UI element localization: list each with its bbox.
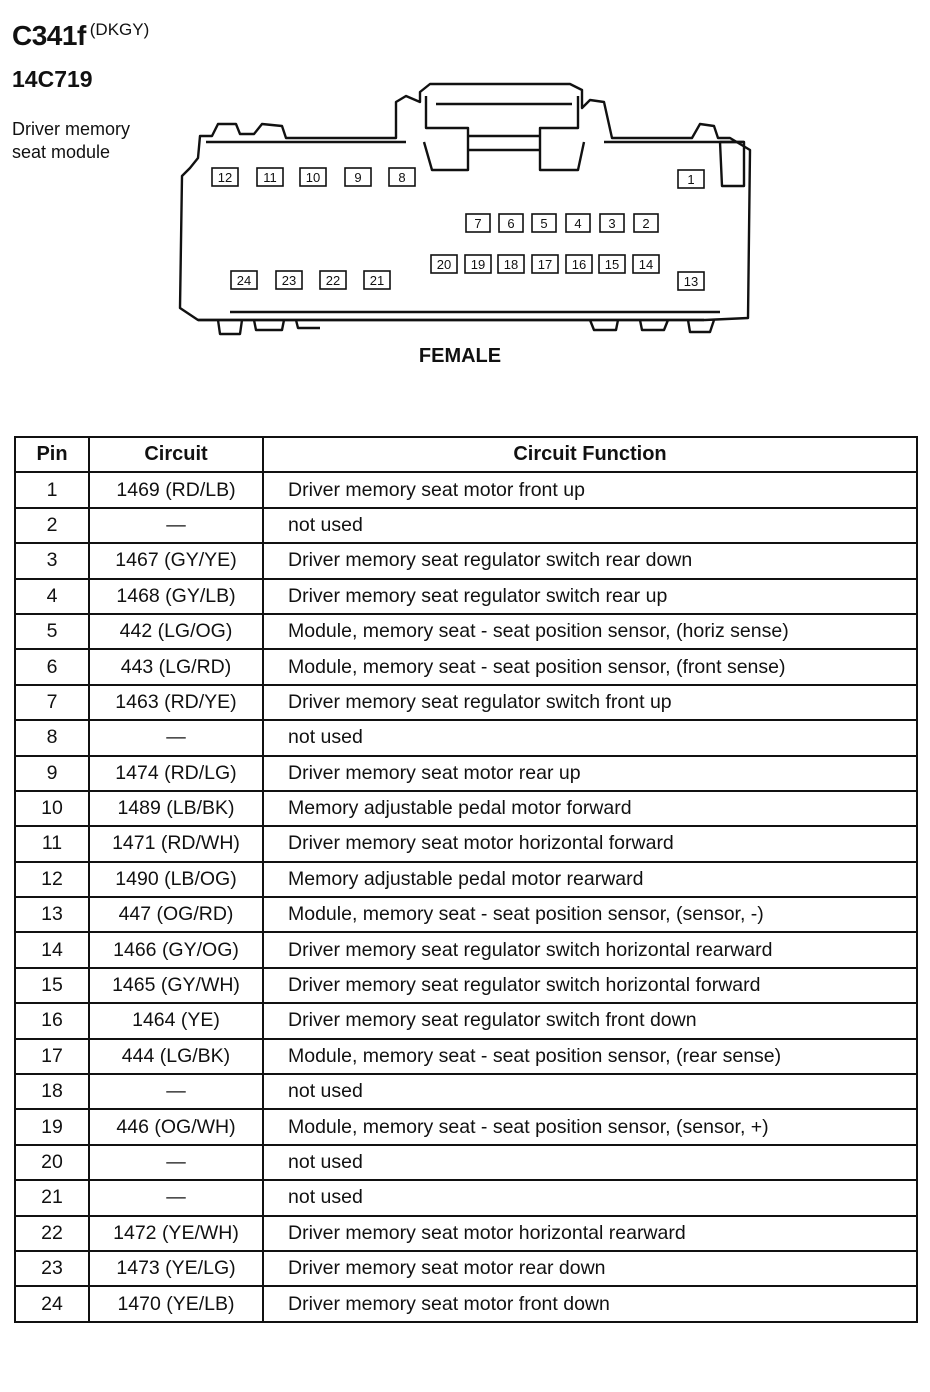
connector-housing [180,84,750,334]
table-row [15,897,917,932]
table-row [15,472,917,507]
circuit-cell: 1468 (GY/LB) [89,579,263,614]
function-cell: Driver memory seat motor horizontal rearward [263,1216,917,1251]
circuit-cell: 442 (LG/OG) [89,614,263,649]
pin-cell: 13 [15,897,89,932]
cavity-label-8: 8 [398,170,406,185]
table-row [15,685,917,720]
pin-cell: 11 [15,826,89,861]
circuit-cell: 1469 (RD/LB) [89,472,263,507]
cavity-label-9: 9 [354,170,362,185]
function-cell: Driver memory seat regulator switch rear up [263,579,917,614]
function-cell: Driver memory seat motor front down [263,1286,917,1321]
cavity-label-17: 17 [537,257,553,272]
function-cell: Driver memory seat motor rear up [263,756,917,791]
table-row [15,862,917,897]
function-cell: Driver memory seat regulator switch horizontal forward [263,968,917,1003]
table-row [15,1180,917,1215]
description-line-2: seat module [12,142,111,162]
cavity-label-3: 3 [608,216,616,231]
table-row [15,1074,917,1109]
table-row [15,932,917,967]
circuit-cell: — [89,1180,263,1215]
circuit-cell: 1464 (YE) [89,1003,263,1038]
pin-cell: 23 [15,1251,89,1286]
header-pin: Pin [15,437,89,472]
function-cell: Module, memory seat - seat position sensor, (sensor, -) [263,897,917,932]
pin-cell: 5 [15,614,89,649]
cavity-label-7: 7 [474,216,482,231]
table-row [15,826,917,861]
pinout-table [14,436,918,1323]
cavity-label-10: 10 [305,170,321,185]
circuit-cell: 1470 (YE/LB) [89,1286,263,1321]
circuit-cell: 1489 (LB/BK) [89,791,263,826]
table-row [15,1216,917,1251]
pin-cell: 10 [15,791,89,826]
table-row [15,1109,917,1144]
pin-cavities [212,168,704,290]
table-row [15,508,917,543]
circuit-cell: 1465 (GY/WH) [89,968,263,1003]
circuit-cell: 1473 (YE/LG) [89,1251,263,1286]
circuit-cell: 1463 (RD/YE) [89,685,263,720]
pin-cell: 7 [15,685,89,720]
function-cell: Driver memory seat regulator switch front down [263,1003,917,1038]
circuit-cell: 1472 (YE/WH) [89,1216,263,1251]
cavity-label-20: 20 [436,257,452,272]
function-cell: Module, memory seat - seat position sensor, (sensor, +) [263,1109,917,1144]
circuit-cell: — [89,1145,263,1180]
function-cell: Driver memory seat regulator switch front up [263,685,917,720]
pin-cell: 8 [15,720,89,755]
connector-face-diagram [0,0,930,380]
circuit-cell: 1490 (LB/OG) [89,862,263,897]
connector-gender-label: FEMALE [418,345,502,367]
table-row [15,720,917,755]
pin-cell: 12 [15,862,89,897]
cavity-label-14: 14 [638,257,654,272]
table-row [15,756,917,791]
function-cell: Module, memory seat - seat position sensor, (front sense) [263,649,917,684]
cavity-label-15: 15 [604,257,620,272]
header-circuit: Circuit [89,437,263,472]
function-cell: not used [263,1074,917,1109]
table-row [15,1145,917,1180]
pin-cell: 3 [15,543,89,578]
function-cell: Driver memory seat regulator switch rear down [263,543,917,578]
pin-cell: 18 [15,1074,89,1109]
description-line-1: Driver memory [12,119,131,139]
circuit-cell: — [89,720,263,755]
table-row [15,1039,917,1074]
cavity-label-1: 1 [687,172,695,187]
function-cell: Module, memory seat - seat position sensor, (horiz sense) [263,614,917,649]
pin-cell: 24 [15,1286,89,1321]
pin-cell: 15 [15,968,89,1003]
cavity-label-22: 22 [325,273,341,288]
function-cell: Driver memory seat motor horizontal forward [263,826,917,861]
pinout-rows [15,472,917,1321]
pin-cell: 4 [15,579,89,614]
circuit-cell: 447 (OG/RD) [89,897,263,932]
circuit-cell: — [89,1074,263,1109]
function-cell: Driver memory seat regulator switch horizontal rearward [263,932,917,967]
cavity-label-2: 2 [642,216,650,231]
function-cell: Module, memory seat - seat position sensor, (rear sense) [263,1039,917,1074]
cavity-label-5: 5 [540,216,548,231]
function-cell: not used [263,508,917,543]
table-header-row [15,437,917,472]
function-cell: Memory adjustable pedal motor forward [263,791,917,826]
header-function: Circuit Function [263,437,917,472]
pin-cell: 6 [15,649,89,684]
cavity-label-24: 24 [236,273,252,288]
function-cell: not used [263,1180,917,1215]
function-cell: Driver memory seat motor front up [263,472,917,507]
pin-cell: 17 [15,1039,89,1074]
connector-id: C341f [12,20,86,51]
table-row [15,1286,917,1321]
circuit-cell: 1471 (RD/WH) [89,826,263,861]
table-row [15,579,917,614]
circuit-cell: 1467 (GY/YE) [89,543,263,578]
pin-cell: 1 [15,472,89,507]
cavity-label-6: 6 [507,216,515,231]
pin-cell: 21 [15,1180,89,1215]
cavity-label-18: 18 [503,257,519,272]
cavity-label-16: 16 [571,257,587,272]
pin-cell: 14 [15,932,89,967]
cavity-label-13: 13 [683,274,699,289]
circuit-cell: — [89,508,263,543]
table-row [15,614,917,649]
cavity-label-19: 19 [470,257,486,272]
function-cell: Driver memory seat motor rear down [263,1251,917,1286]
function-cell: Memory adjustable pedal motor rearward [263,862,917,897]
circuit-cell: 444 (LG/BK) [89,1039,263,1074]
cavity-label-23: 23 [281,273,297,288]
pin-cell: 9 [15,756,89,791]
pin-cell: 19 [15,1109,89,1144]
pin-cell: 20 [15,1145,89,1180]
circuit-cell: 443 (LG/RD) [89,649,263,684]
circuit-cell: 446 (OG/WH) [89,1109,263,1144]
table-row [15,791,917,826]
table-row [15,543,917,578]
circuit-cell: 1474 (RD/LG) [89,756,263,791]
pin-cell: 2 [15,508,89,543]
pin-cell: 16 [15,1003,89,1038]
table-row [15,968,917,1003]
part-number: 14C719 [12,66,93,92]
cavity-label-4: 4 [574,216,582,231]
table-row [15,1003,917,1038]
pin-cell: 22 [15,1216,89,1251]
circuit-cell: 1466 (GY/OG) [89,932,263,967]
cavity-label-12: 12 [217,170,233,185]
cavity-label-21: 21 [369,273,385,288]
function-cell: not used [263,1145,917,1180]
color-code: (DKGY) [89,20,150,39]
table-row [15,1251,917,1286]
table-row [15,649,917,684]
function-cell: not used [263,720,917,755]
cavity-label-11: 11 [263,170,277,185]
